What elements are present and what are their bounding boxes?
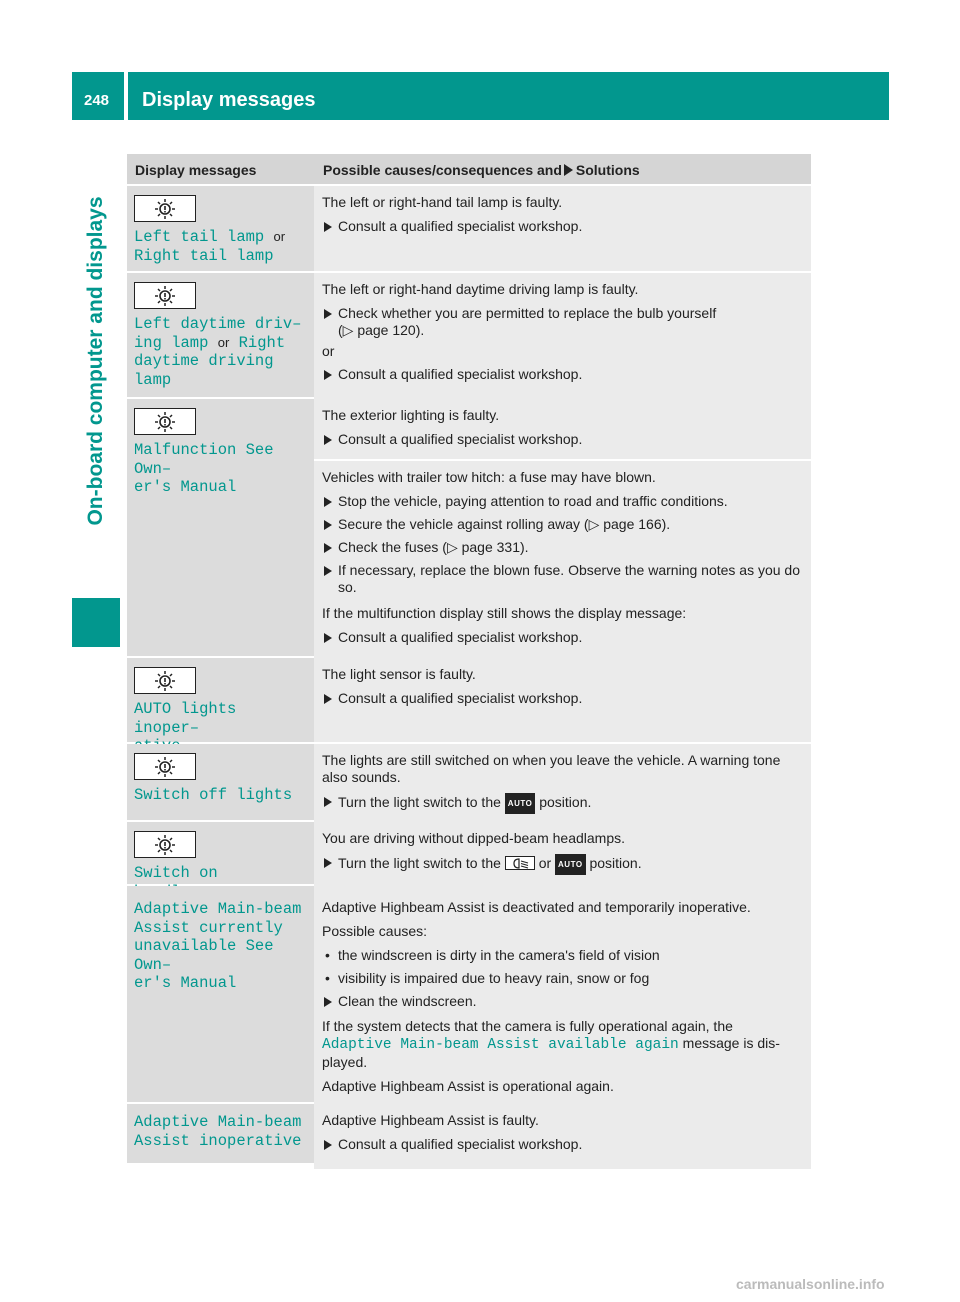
- message-text: Adaptive Main-beam: [134, 900, 302, 918]
- note-text: If the system detects that the camera is fully operational again, the Adaptive Main-beam Assist available again message is dis-played.: [322, 1018, 780, 1070]
- message-text: ing lamp or Right: [134, 333, 286, 352]
- message-text: Assist currently: [134, 918, 283, 937]
- message-text: unavailable See Own–: [134, 937, 274, 974]
- solution-cell: [314, 886, 811, 1102]
- table-row: [127, 822, 811, 886]
- message-text: Assist inoperative: [134, 1131, 302, 1150]
- display-message-cell: [127, 186, 314, 271]
- message-text: AUTO lights inoper–: [134, 700, 237, 737]
- chapter-tab-label: On-board computer and displays: [84, 196, 107, 526]
- cause-text: The left or right-hand daytime driving lamp is faulty.: [322, 281, 639, 297]
- solution-step: If necessary, replace the blown fuse. Observe the warning notes as you do so.: [322, 562, 805, 596]
- message-text: daytime driving lamp: [134, 352, 274, 389]
- solution-cell: [314, 273, 811, 397]
- solution-step: Consult a qualified specialist workshop.: [322, 1136, 805, 1153]
- or-text: or: [322, 343, 335, 359]
- page-header: [72, 72, 889, 120]
- bulb-fault-icon: [134, 282, 196, 309]
- solution-cell: [314, 744, 811, 820]
- cause-text: Vehicles with trailer tow hitch: a fuse may have blown.: [322, 469, 656, 485]
- cause-item: • visibility is impaired due to heavy rain, snow or fog: [322, 970, 805, 987]
- solution-cell: [314, 399, 811, 656]
- solution-step: Consult a qualified specialist workshop.: [322, 431, 805, 448]
- display-message-cell: [127, 744, 314, 820]
- page-number: 248: [84, 92, 110, 109]
- cause-text: The lights are still switched on when you leave the vehicle. A warning tone also sounds.: [322, 752, 781, 785]
- cause-text: You are driving without dipped-beam headlamps.: [322, 830, 626, 846]
- message-text: Left tail lamp or: [134, 228, 286, 246]
- display-message-cell: [127, 273, 314, 397]
- auto-light-icon: AUTO: [505, 793, 536, 814]
- solution-cell: [314, 186, 811, 271]
- message-text: er's Manual: [134, 478, 237, 496]
- auto-light-icon: AUTO: [555, 854, 586, 875]
- watermark: carmanualsonline.info: [736, 1276, 885, 1292]
- cause-text: The exterior lighting is faulty.: [322, 407, 500, 423]
- table-row: [127, 658, 811, 744]
- solution-step: Check whether you are permitted to replace the bulb yourself (▷ page 120).: [322, 305, 805, 339]
- message-text: Right tail lamp: [134, 246, 274, 265]
- solution-step: Secure the vehicle against rolling away (▷ page 166).: [322, 516, 805, 533]
- solution-step: Consult a qualified specialist workshop.: [322, 629, 805, 646]
- display-messages-table: [127, 154, 811, 1163]
- message-text: er's Manual: [134, 974, 237, 992]
- display-message-cell: [127, 822, 314, 884]
- cause-text: Adaptive Highbeam Assist is deactivated and temporarily inoperative.: [322, 899, 751, 915]
- solution-step: Consult a qualified specialist workshop.: [322, 218, 805, 235]
- table-row: [127, 886, 811, 1104]
- message-text: Malfunction See Own–: [134, 441, 274, 478]
- solution-cell: [314, 658, 811, 742]
- table-header: [127, 154, 811, 186]
- bulb-fault-icon: [134, 195, 196, 222]
- solution-step: Consult a qualified specialist workshop.: [322, 366, 805, 383]
- bulb-fault-icon: [134, 667, 196, 694]
- note-text: If the multifunction display still shows the display message:: [322, 605, 687, 621]
- cause-text: The left or right-hand tail lamp is faulty.: [322, 194, 563, 210]
- message-text: Switch off lights: [134, 786, 293, 804]
- solution-step: Turn the light switch to the or AUTO position.: [322, 854, 805, 875]
- col-header-causes: Possible causes/consequences and Solutions: [323, 162, 640, 178]
- table-row: [127, 744, 811, 822]
- solution-cell: [314, 822, 811, 884]
- cause-text: Adaptive Highbeam Assist is faulty.: [322, 1112, 539, 1128]
- bulb-fault-icon: [134, 408, 196, 435]
- header-divider: [124, 72, 128, 120]
- message-text: Left daytime driv–: [134, 315, 302, 333]
- display-message-cell: [127, 399, 314, 656]
- table-row: [127, 399, 811, 658]
- bulb-fault-icon: [134, 831, 196, 858]
- bulb-fault-icon: [134, 753, 196, 780]
- dipped-beam-icon: [505, 856, 535, 870]
- solution-step: Check the fuses (▷ page 331).: [322, 539, 805, 556]
- inline-message-code: Adaptive Main-beam Assist available again: [322, 1037, 679, 1053]
- page-title: Display messages: [142, 89, 316, 111]
- cause-text: The light sensor is faulty.: [322, 666, 476, 682]
- solution-step: Stop the vehicle, paying attention to road and traffic conditions.: [322, 493, 805, 510]
- causes-label: Possible causes:: [322, 923, 428, 939]
- step-arrow-icon: [564, 164, 573, 176]
- solution-cell: [314, 1104, 811, 1163]
- solution-step: Clean the windscreen.: [322, 993, 805, 1010]
- col-header-display-messages: Display messages: [135, 162, 257, 178]
- display-message-cell: [127, 886, 314, 1102]
- solution-step: Turn the light switch to the AUTO position.: [322, 793, 805, 814]
- message-text: Adaptive Main-beam: [134, 1113, 302, 1131]
- display-message-cell: [127, 1104, 314, 1163]
- chapter-tab-marker: [72, 598, 120, 647]
- solution-step: Consult a qualified specialist workshop.: [322, 690, 805, 707]
- note-text: Adaptive Highbeam Assist is operational again.: [322, 1078, 614, 1094]
- table-row: [127, 1104, 811, 1163]
- message-text: Switch on: [134, 864, 218, 882]
- table-row: [127, 273, 811, 399]
- cause-item: • the windscreen is dirty in the camera's field of vision: [322, 947, 805, 964]
- display-message-cell: [127, 658, 314, 742]
- table-row: [127, 186, 811, 273]
